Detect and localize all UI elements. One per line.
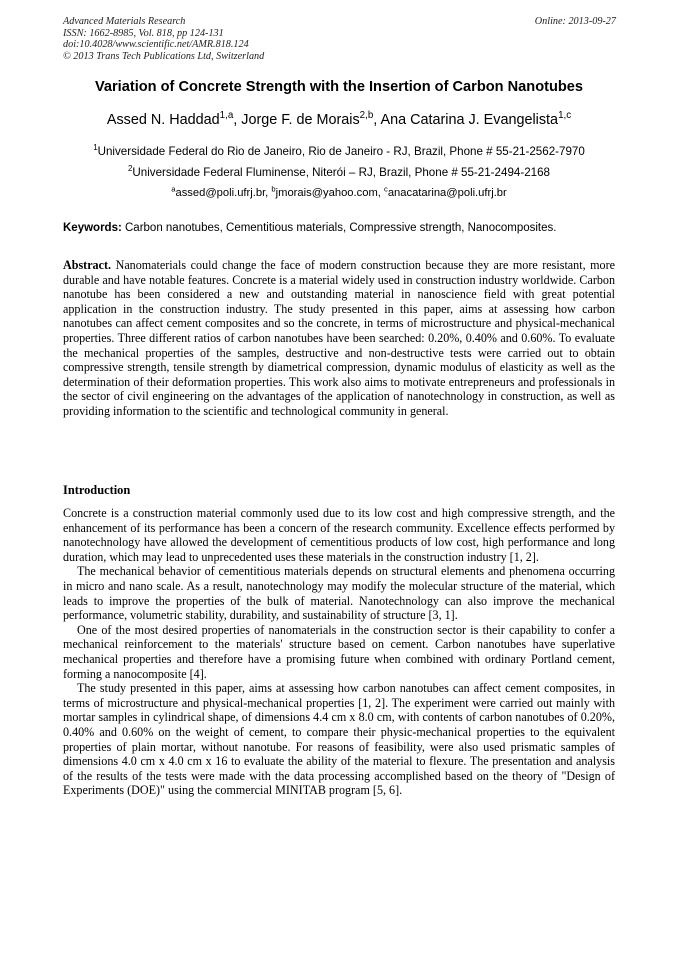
paragraph: The mechanical behavior of cementitious materials depends on structural elements and phenomena occurring in micro and nano scale. As a result, nanotechnology may modify the molecular structure of the material, which leads to improve the properties of the bulk of material. Nanotechnology can also improve the mechanical performance, volumetric stability, durability, and sustainability of structure [3, 1]. — [63, 564, 615, 623]
email-address: jmorais@yahoo.com, — [275, 187, 384, 199]
email-mark: a — [171, 184, 176, 194]
journal-name: Advanced Materials Research — [63, 16, 186, 27]
author-name: Ana Catarina J. Evangelista — [380, 112, 559, 128]
author-separator: , — [233, 112, 242, 128]
email-address: anacatarina@poli.ufrj.br — [387, 187, 507, 199]
paragraph: Concrete is a construction material commonly used due to its low cost and high compressive strength, and the enhancement of its performance has been a concern of the research community. Excellence effects performed by nanotechnology have allowed the development of cementitious products of low cost, high performance and long duration, which may lead to unprecedented uses these materials in the construction industry [1, 2]. — [63, 506, 615, 564]
keywords — [63, 222, 615, 234]
author-affiliation-mark: 2,b — [359, 110, 374, 122]
affiliation-2 — [0, 166, 678, 179]
paper-title: Variation of Concrete Strength with the Insertion of Carbon Nanotubes — [94, 79, 584, 95]
abstract-text: Nanomaterials could change the face of modern construction because they are more resistant, more durable and have notable features. Concrete is a material widely used in construction industry worldwide. Carbon nanotube has been considered a new and outstanding material in nanoscience field with great potential application in the construction industry. The study presented in this paper, aims at assessing how carbon nanotubes can affect cement composites and so the concrete, in terms of microstructure and physical-mechanical properties. Three different ratios of carbon nanotubes have been searched: 0.20%, 0.40% and 0.60%. To evaluate the mechanical properties of the samples, destructive and non-destructive tests were carried out to obtain compressive strength, tensile strength by diametrical compression, dynamic modulus of elasticity as well as the determination of their deformation properties. This work also aims to motivate entrepreneurs and professionals in the sector of civil engineering on the advantages of the application of nanotechnology in construction, as well as providing information to the scientific and technological community in general. — [63, 258, 615, 418]
introduction-body — [63, 506, 615, 798]
affiliation-text: Universidade Federal Fluminense, Niterói – RJ, Brazil, Phone # 55-21-2494-2168 — [132, 166, 550, 179]
author-name: Jorge F. de Morais — [241, 112, 360, 128]
author-affiliation-mark: 1,c — [558, 110, 572, 122]
affiliation-mark: 1 — [93, 143, 98, 153]
paragraph: One of the most desired properties of nanomaterials in the construction sector is their capability to confer a mechanical reinforcement to the materials' structure based on cement. Carbon nanotubes have superlative mechanical properties and therefore have a promising future when combined with ordinary Portland cement, forming a nanocomposite [4]. — [63, 622, 615, 681]
author-separator: , — [373, 112, 381, 128]
keywords-text: Carbon nanotubes, Cementitious materials, Compressive strength, Nanocomposites. — [121, 222, 557, 234]
keywords-label: Keywords: — [63, 222, 122, 234]
online-date: Online: 2013-09-27 — [534, 16, 616, 27]
email-mark: b — [271, 184, 276, 194]
author-emails — [0, 184, 678, 199]
journal-copyright: © 2013 Trans Tech Publications Ltd, Switzerland — [63, 50, 265, 62]
email-mark: c — [384, 184, 388, 194]
affiliation-mark: 2 — [128, 164, 133, 174]
journal-doi: doi:10.4028/www.scientific.net/AMR.818.124 — [63, 39, 249, 51]
paragraph: The study presented in this paper, aims at assessing how carbon nanotubes can affect cement composites, in terms of microstructure and physical-mechanical properties [1, 2]. The experiment were carried out mainly with mortar samples in cylindrical shape, of dimensions 4.4 cm x 8.0 cm, with contents of carbon nanotubes of 0.20%, 0.40% and 0.60% on the weight of cement, to compare their physic-mechanical properties to the equivalent properties of plain mortar, without nanotube. For reasons of feasibility, were also used prismatic samples of dimensions 4.0 cm x 4.0 cm x 16 to evaluate the ability of the material to flexure. The presentation and analysis of the results of the tests were made with the data processing accomplished based on the theory of "Design of Experiments (DOE)" using the commercial MINITAB program [5, 6]. — [63, 681, 615, 798]
section-heading-introduction: Introduction — [63, 483, 131, 497]
author-list — [0, 112, 678, 128]
author-name: Assed N. Haddad — [106, 112, 220, 128]
affiliation-text: Universidade Federal do Rio de Janeiro, Rio de Janeiro - RJ, Brazil, Phone # 55-21-2562-7970 — [97, 145, 585, 158]
author-affiliation-mark: 1,a — [219, 110, 234, 122]
affiliation-1 — [0, 145, 678, 158]
abstract-label: Abstract. — [63, 258, 112, 272]
email-address: assed@poli.ufrj.br, — [175, 187, 272, 199]
journal-issn: ISSN: 1662-8985, Vol. 818, pp 124-131 — [63, 27, 224, 39]
abstract — [63, 258, 615, 419]
journal-header — [63, 16, 264, 62]
